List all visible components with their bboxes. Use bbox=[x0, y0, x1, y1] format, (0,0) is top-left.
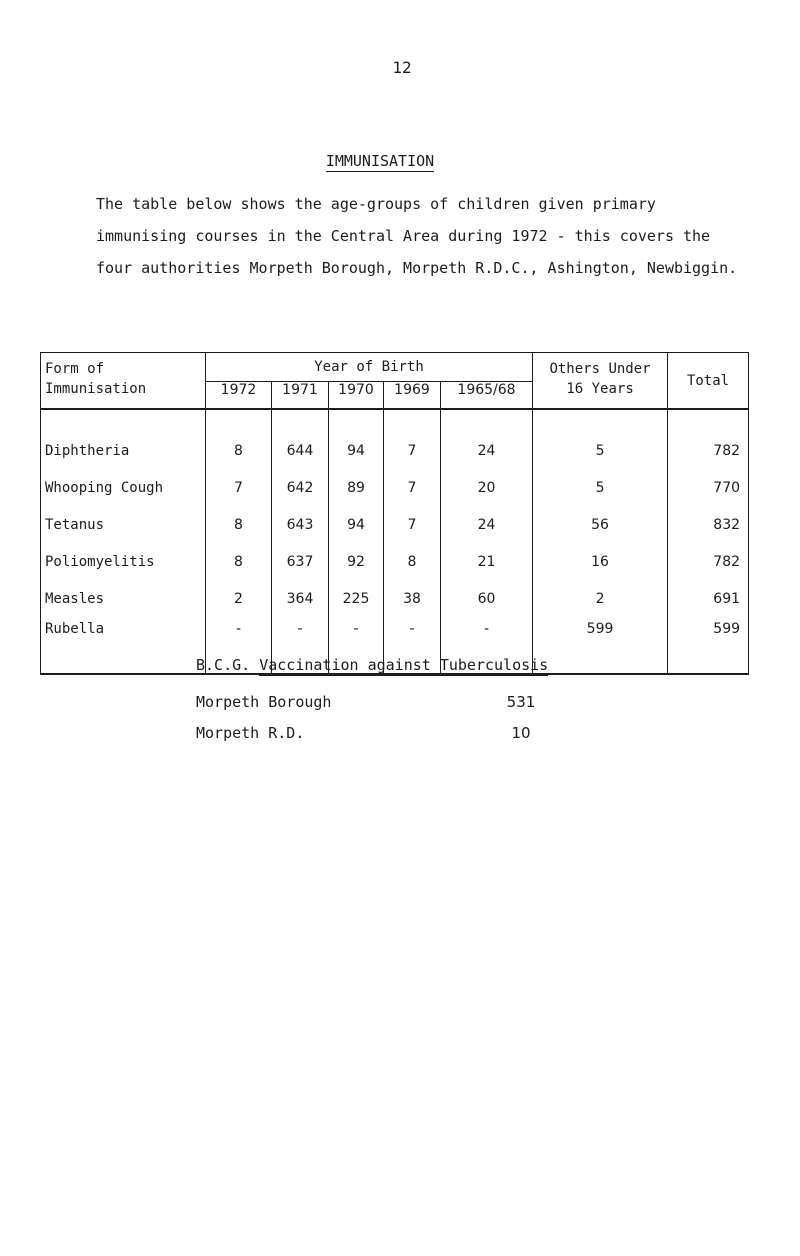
header-year-1970: 1970 bbox=[329, 382, 384, 410]
bcg-value: 531 bbox=[506, 693, 536, 711]
row-label: Tetanus bbox=[41, 506, 206, 543]
cell-1969: 7 bbox=[384, 469, 441, 506]
cell-1972: - bbox=[206, 617, 272, 674]
cell-1970: 92 bbox=[329, 543, 384, 580]
header-year-of-birth: Year of Birth bbox=[206, 353, 533, 382]
header-others-under-16 bbox=[533, 353, 668, 410]
cell-1969: 38 bbox=[384, 580, 441, 617]
table-row bbox=[41, 506, 749, 543]
section-heading bbox=[0, 152, 760, 170]
cell-1971: - bbox=[272, 617, 329, 674]
cell-1971: 637 bbox=[272, 543, 329, 580]
cell-1971: 642 bbox=[272, 469, 329, 506]
cell-1965-68: 21 bbox=[441, 543, 533, 580]
row-label: Measles bbox=[41, 580, 206, 617]
intro-line: four authorities Morpeth Borough, Morpeth R.D.C., Ashington, Newbiggin. bbox=[96, 259, 738, 277]
cell-others: 5 bbox=[533, 469, 668, 506]
table-row bbox=[41, 580, 749, 617]
section-heading-text: IMMUNISATION bbox=[325, 152, 435, 170]
header-year-1971: 1971 bbox=[272, 382, 329, 410]
header-total: Total bbox=[668, 353, 749, 410]
cell-1965-68: 20 bbox=[441, 469, 533, 506]
cell-1972: 8 bbox=[234, 442, 243, 459]
intro-paragraph bbox=[96, 188, 776, 284]
row-label: Diphtheria bbox=[41, 409, 206, 469]
bcg-heading-abbrev: B.C.G. bbox=[196, 656, 251, 674]
immunisation-table bbox=[40, 352, 749, 675]
cell-others: 56 bbox=[533, 506, 668, 543]
cell-total: 832 bbox=[668, 506, 749, 543]
intro-line: immunising courses in the Central Area during 1972 - this covers the bbox=[96, 227, 711, 245]
cell-1965-68: 24 bbox=[441, 506, 533, 543]
table-header bbox=[41, 353, 749, 410]
cell-1969: - bbox=[384, 617, 441, 674]
table-row bbox=[41, 469, 749, 506]
page-number: 12 bbox=[392, 58, 412, 77]
header-others-line2: 16 Years bbox=[566, 381, 634, 397]
cell-1970: 94 bbox=[329, 409, 384, 469]
table-body bbox=[41, 409, 749, 674]
cell-1972: 2 bbox=[234, 590, 243, 607]
header-form-line2: Immunisation bbox=[45, 381, 147, 397]
header-form-of-immunisation bbox=[41, 353, 206, 410]
cell-total: 599 bbox=[668, 617, 749, 674]
cell-total: 691 bbox=[668, 580, 749, 617]
cell-1970: 89 bbox=[329, 469, 384, 506]
cell-1965-68: 60 bbox=[441, 580, 533, 617]
cell-1970: 225 bbox=[329, 580, 384, 617]
cell-1965-68: 24 bbox=[441, 409, 533, 469]
cell-1972: 7 bbox=[234, 479, 243, 496]
table-row bbox=[41, 543, 749, 580]
cell-total: 770 bbox=[668, 469, 749, 506]
cell-total: 782 bbox=[668, 543, 749, 580]
cell-total: 782 bbox=[668, 409, 749, 469]
header-others-line1: Others Under bbox=[549, 361, 651, 377]
row-label: Whooping Cough bbox=[41, 469, 206, 506]
cell-others: 16 bbox=[533, 543, 668, 580]
bcg-value: 10 bbox=[511, 724, 531, 742]
cell-1965-68: - bbox=[441, 617, 533, 674]
bcg-heading-text: Vaccination against Tuberculosis bbox=[259, 656, 549, 674]
cell-1971: 644 bbox=[272, 409, 329, 469]
bcg-heading bbox=[196, 656, 548, 674]
cell-1969: 7 bbox=[384, 506, 441, 543]
bcg-place: Morpeth Borough bbox=[196, 693, 332, 711]
row-label: Rubella bbox=[41, 617, 206, 674]
cell-1971: 643 bbox=[272, 506, 329, 543]
intro-line: The table below shows the age-groups of children given primary bbox=[96, 195, 656, 213]
bcg-place: Morpeth R.D. bbox=[196, 724, 305, 742]
cell-others: 2 bbox=[533, 580, 668, 617]
table-row bbox=[41, 409, 749, 469]
header-form-line1: Form of bbox=[45, 361, 105, 377]
header-year-1972: 1972 bbox=[206, 382, 272, 410]
header-year-1965-68: 1965/68 bbox=[441, 382, 533, 410]
cell-1970: - bbox=[329, 617, 384, 674]
cell-others: 599 bbox=[533, 617, 668, 674]
header-year-1969: 1969 bbox=[384, 382, 441, 410]
cell-1969: 7 bbox=[384, 409, 441, 469]
cell-1970: 94 bbox=[329, 506, 384, 543]
cell-1971: 364 bbox=[272, 580, 329, 617]
row-label: Poliomyelitis bbox=[41, 543, 206, 580]
cell-1972: 8 bbox=[234, 553, 243, 570]
cell-others: 5 bbox=[533, 409, 668, 469]
cell-1969: 8 bbox=[384, 543, 441, 580]
cell-1972: 8 bbox=[234, 516, 243, 533]
